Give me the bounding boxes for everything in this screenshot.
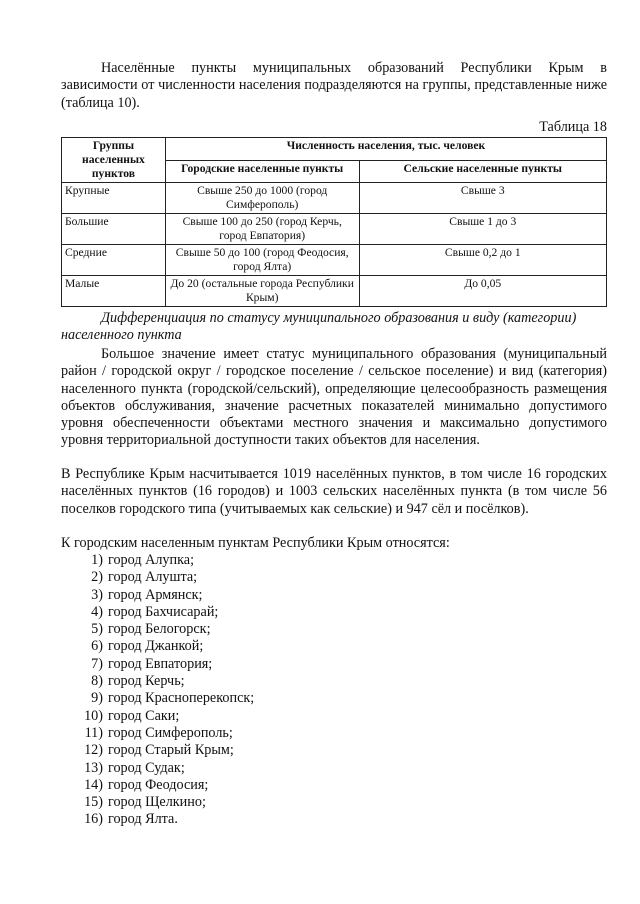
list-item bbox=[82, 725, 254, 742]
cell-urban: Свыше 100 до 250 (город Керчь, город Евпатория) bbox=[165, 214, 359, 245]
list-item-number: 3) bbox=[91, 586, 103, 603]
cell-group: Крупные bbox=[62, 183, 166, 214]
list-item-text: город Армянск; bbox=[108, 586, 203, 603]
list-item-number: 2) bbox=[91, 569, 103, 586]
list-item-number: 1) bbox=[91, 552, 103, 568]
list-item-number: 9) bbox=[91, 690, 103, 707]
list-item-text: город Белогорск; bbox=[108, 621, 211, 638]
list-item bbox=[82, 708, 254, 725]
list-item-number: 6) bbox=[91, 638, 103, 655]
list-item bbox=[82, 604, 254, 621]
header-urban: Городские населенные пункты bbox=[165, 160, 359, 183]
cell-group: Малые bbox=[62, 276, 166, 307]
header-rural: Сельские населенные пункты bbox=[359, 160, 606, 183]
cell-rural: Свыше 0,2 до 1 bbox=[359, 245, 606, 276]
intro-paragraph: Населённые пункты муниципальных образований Республики Крым в зависимости от численности населения подразделяются на группы, представленные ниже (таблица 10). bbox=[61, 60, 607, 111]
table-row bbox=[62, 214, 607, 245]
list-item bbox=[82, 656, 254, 673]
table-header-row bbox=[62, 138, 607, 161]
cell-urban: Свыше 250 до 1000 (город Симферополь) bbox=[165, 183, 359, 214]
list-item-number: 7) bbox=[91, 655, 103, 672]
list-item-number: 4) bbox=[91, 603, 103, 620]
list-item bbox=[82, 760, 254, 777]
list-item bbox=[82, 587, 254, 604]
header-groups: Группы населенных пунктов bbox=[62, 138, 166, 183]
cell-group: Средние bbox=[62, 245, 166, 276]
list-item bbox=[82, 673, 254, 690]
cities-list bbox=[82, 552, 254, 829]
cell-rural: До 0,05 bbox=[359, 276, 606, 307]
list-item-text: город Алушта; bbox=[108, 569, 198, 586]
list-item-text: город Судак; bbox=[108, 759, 185, 776]
cell-group: Большие bbox=[62, 214, 166, 245]
list-item bbox=[82, 742, 254, 759]
list-item-text: город Красноперекопск; bbox=[108, 690, 255, 707]
list-item-number: 12) bbox=[84, 742, 103, 759]
cell-rural: Свыше 1 до 3 bbox=[359, 214, 606, 245]
list-item-number: 13) bbox=[84, 759, 103, 776]
list-item-number: 14) bbox=[84, 776, 103, 793]
list-item-text: город Алупка; bbox=[108, 552, 195, 568]
status-paragraph: Большое значение имеет статус муниципального образования (муниципальный район / городской округ / городское поселение / сельское поселение) и вид (категория) населенного пункта (городской/сельский), определяющие целесообразность размещения объектов обслуживания, значение расчетных показателей минимально допустимого уровня обеспеченности объектами местного значения и максимально допустимого уровня территориальной доступности таких объектов для населения. bbox=[61, 346, 607, 449]
table-row bbox=[62, 183, 607, 214]
section-subheading: Дифференциация по статусу муниципального образования и виду (категории) населенного пункта bbox=[61, 310, 577, 344]
list-item-text: город Старый Крым; bbox=[108, 742, 234, 759]
list-item-text: город Ялта. bbox=[108, 811, 178, 828]
list-intro: К городским населенным пунктам Республики Крым относятся: bbox=[61, 535, 450, 551]
settlement-groups-table bbox=[61, 137, 607, 307]
list-item-number: 8) bbox=[91, 673, 103, 690]
list-item bbox=[82, 638, 254, 655]
table-caption: Таблица 18 bbox=[539, 119, 607, 135]
count-paragraph: В Республике Крым насчитывается 1019 населённых пунктов, в том числе 16 городских населённых пунктов (16 городов) и 1003 сельских населённых пункта (в том числе 56 поселков городского типа (учитываемых как сельские) и 947 сёл и посёлков). bbox=[61, 466, 607, 517]
list-item-text: город Саки; bbox=[108, 707, 180, 724]
list-item-text: город Щелкино; bbox=[108, 794, 206, 811]
list-item-text: город Симферополь; bbox=[108, 724, 233, 741]
list-item bbox=[82, 777, 254, 794]
list-item-text: город Бахчисарай; bbox=[108, 603, 219, 620]
list-item-text: город Евпатория; bbox=[108, 655, 213, 672]
header-population: Численность населения, тыс. человек bbox=[165, 138, 606, 161]
list-item-number: 11) bbox=[84, 724, 103, 741]
cell-urban: До 20 (остальные города Республики Крым) bbox=[165, 276, 359, 307]
list-item bbox=[82, 794, 254, 811]
list-item-number: 16) bbox=[84, 811, 103, 828]
cell-rural: Свыше 3 bbox=[359, 183, 606, 214]
list-item-number: 5) bbox=[91, 621, 103, 638]
table-row bbox=[62, 276, 607, 307]
list-item bbox=[82, 569, 254, 586]
list-item-text: город Керчь; bbox=[108, 673, 185, 690]
table-row bbox=[62, 245, 607, 276]
list-item-text: город Феодосия; bbox=[108, 776, 209, 793]
list-item-text: город Джанкой; bbox=[108, 638, 204, 655]
list-item-number: 10) bbox=[84, 707, 103, 724]
list-item bbox=[82, 621, 254, 638]
list-item bbox=[82, 811, 254, 828]
cell-urban: Свыше 50 до 100 (город Феодосия, город Ялта) bbox=[165, 245, 359, 276]
list-item bbox=[82, 690, 254, 707]
list-item-number: 15) bbox=[84, 794, 103, 811]
list-item bbox=[82, 552, 254, 569]
